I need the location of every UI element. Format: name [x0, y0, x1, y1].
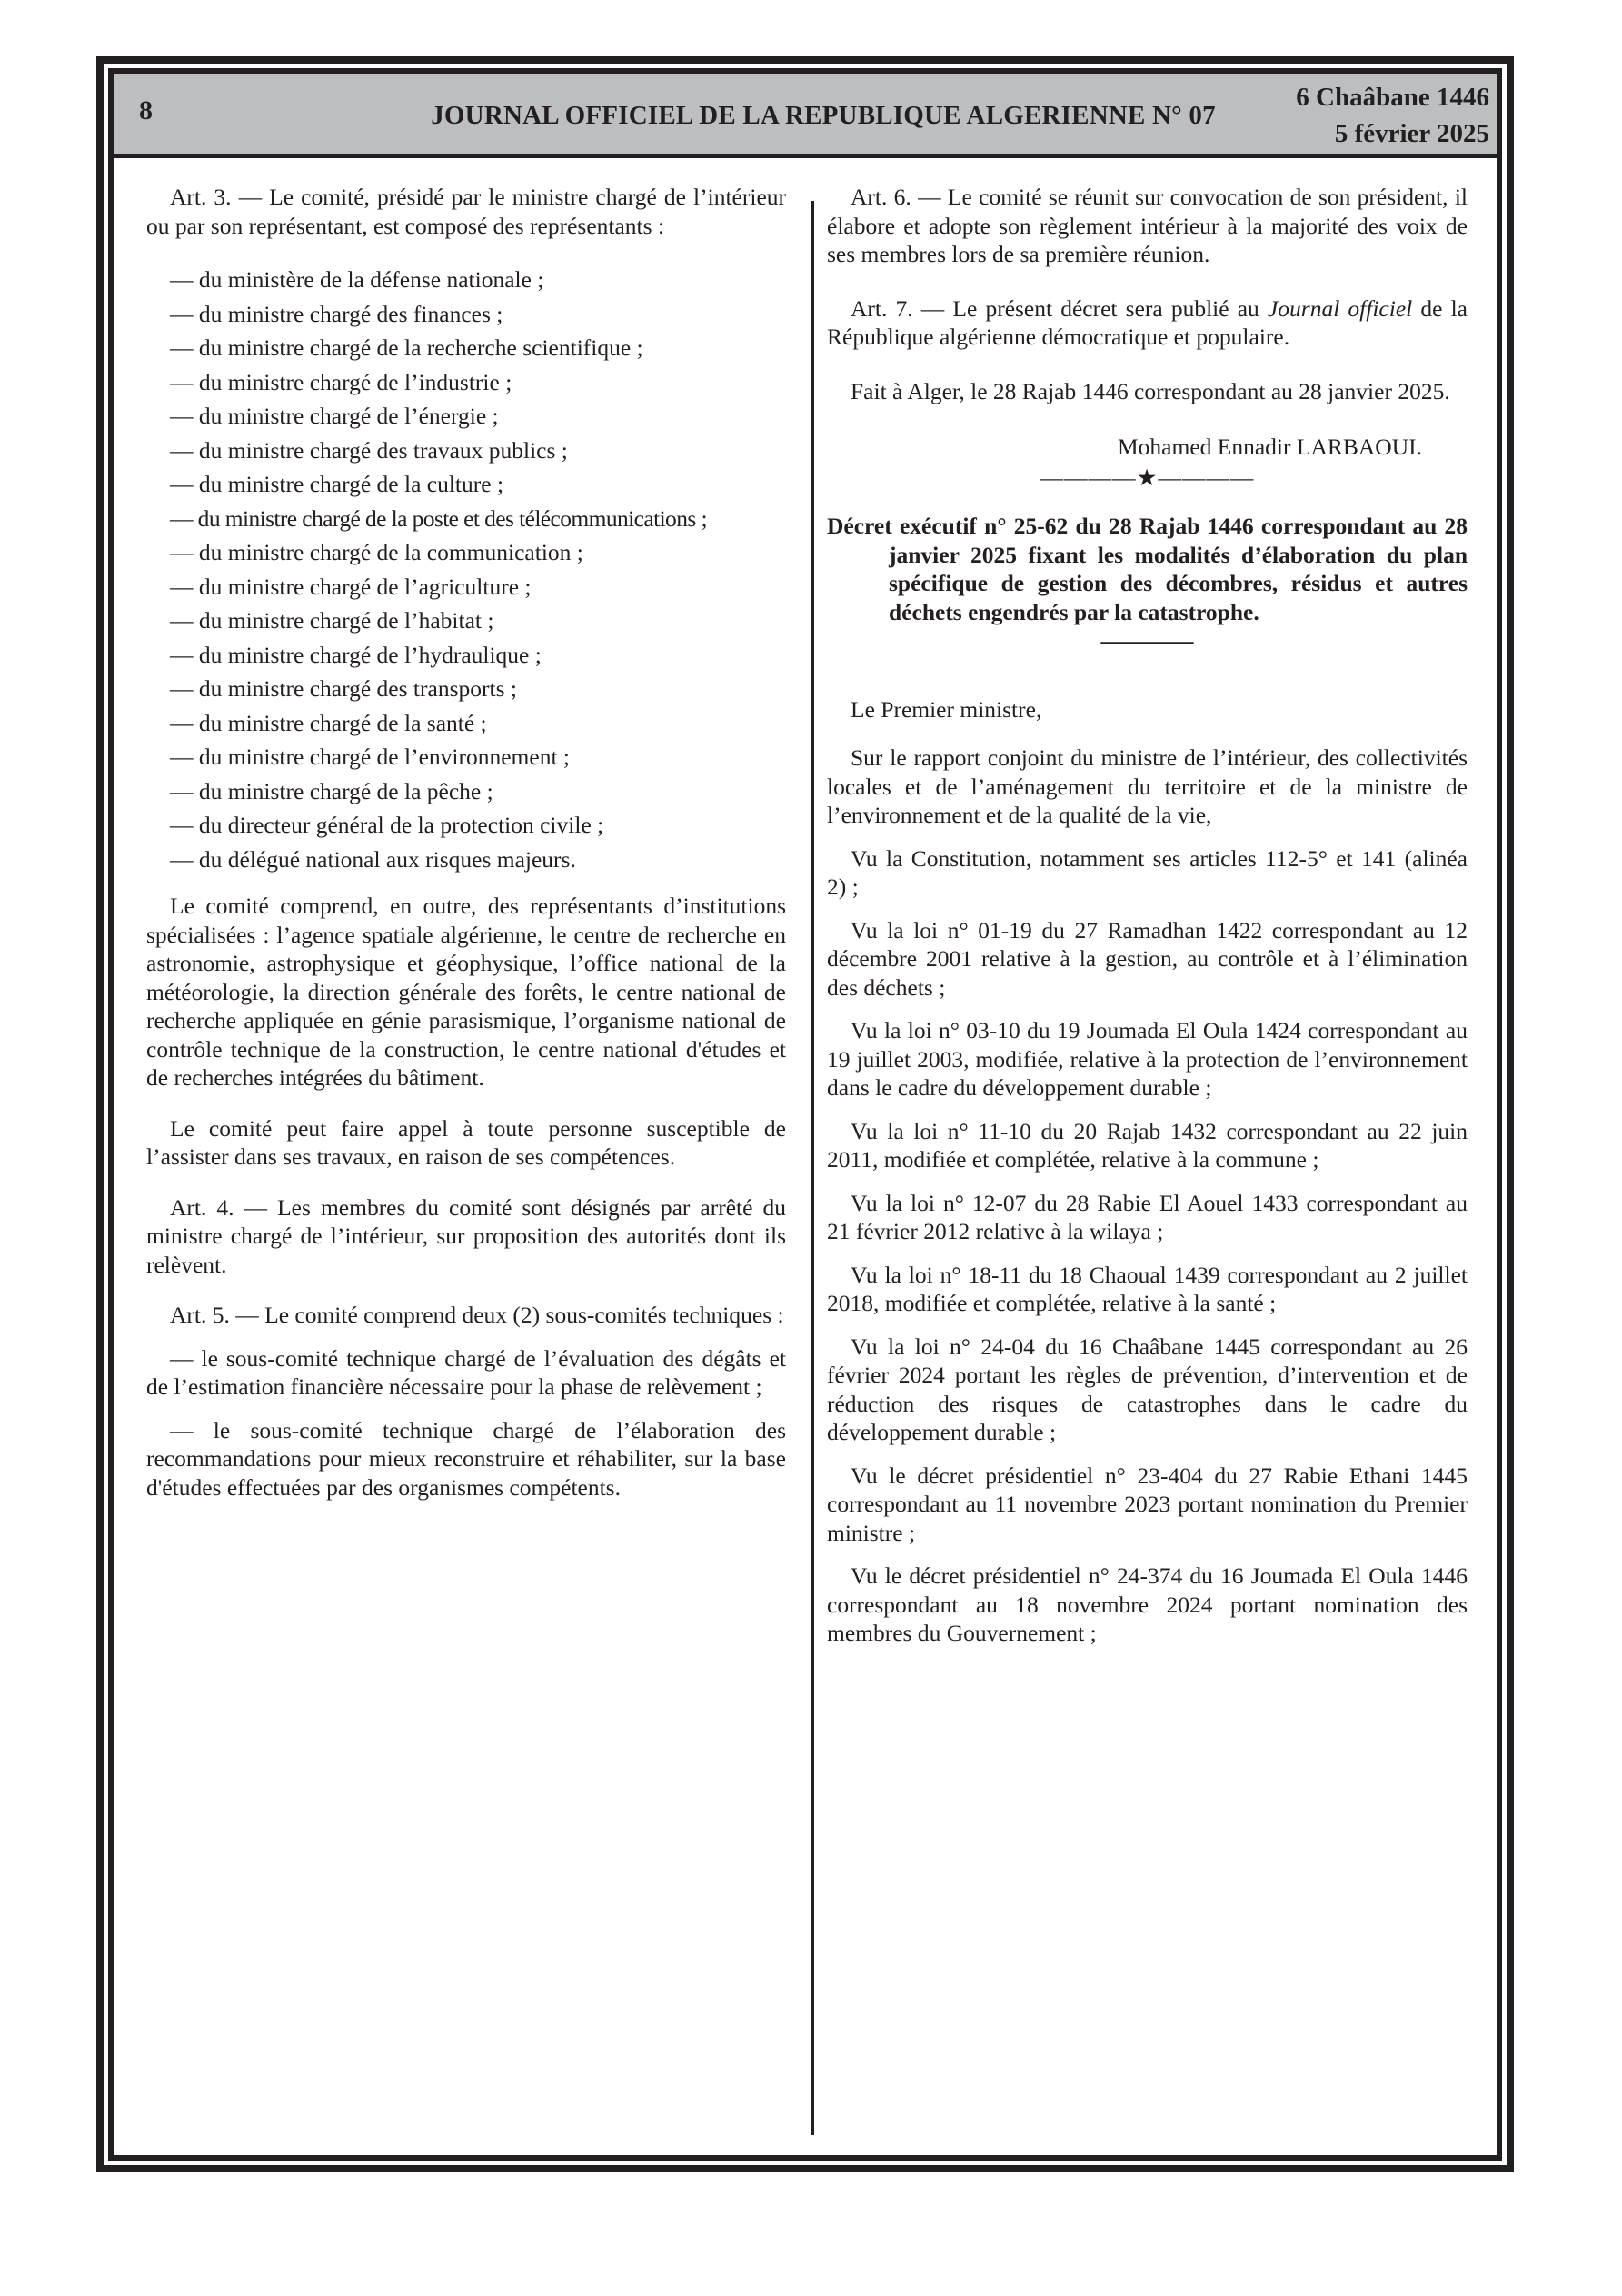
list-item: — du ministre chargé de l’hydraulique ; — [170, 641, 542, 668]
list-item: — du délégué national aux risques majeurs. — [170, 845, 576, 873]
list-item: — du ministère de la défense nationale ; — [170, 266, 544, 293]
signature: Mohamed Ennadir LARBAOUI. — [1118, 434, 1422, 460]
decree-title-rest: au 28 janvier 2025 fixant les modalités d’élaboration du plan spécifique de gestion des décombres, résidus et autres déchets engendrés par la catastrophe. — [889, 513, 1468, 625]
title-separator: ———— — [1100, 627, 1194, 654]
visa-item: Vu la Constitution, notamment ses articles 112-5° et 141 (alinéa 2) ; — [827, 844, 1468, 900]
experts-paragraph: Le comité peut faire appel à toute personne susceptible de l’assister dans ses travaux, en raison de ses compétences. — [146, 1114, 786, 1170]
article-3-intro: Art. 3. — Le comité, présidé par le ministre chargé de l’intérieur ou par son représentant, est composé des représentants : — [146, 184, 786, 239]
left-column — [146, 183, 786, 1502]
list-item: — du ministre chargé de la santé ; — [170, 709, 487, 736]
list-item: — du ministre chargé de la recherche scientifique ; — [170, 334, 643, 361]
list-item: — du ministre chargé de l’agriculture ; — [170, 573, 532, 600]
list-item: — du ministre chargé de l’industrie ; — [170, 368, 512, 395]
visa-item: Vu la loi n° 11-10 du 20 Rajab 1432 correspondant au 22 juin 2011, modifiée et complétée, relative à la commune ; — [827, 1117, 1468, 1173]
gregorian-date: 5 février 2025 — [1334, 119, 1489, 148]
list-item: — du ministre chargé de la pêche ; — [170, 777, 493, 804]
journal-title: JOURNAL OFFICIEL DE LA REPUBLIQUE ALGERIENNE N° 07 — [431, 101, 1216, 130]
article-4: Art. 4. — Les membres du comité sont désignés par arrêté du ministre chargé de l’intérieur, sur proposition des autorités dont ils relèvent. — [146, 1193, 786, 1278]
premier-ministre: Le Premier ministre, — [851, 695, 1042, 723]
list-item: — du directeur général de la protection civile ; — [170, 812, 604, 838]
list-item: — du ministre chargé de l’habitat ; — [170, 607, 494, 634]
list-item: — du ministre chargé des travaux publics ; — [170, 436, 568, 464]
visa-item: Vu la loi n° 01-19 du 27 Ramadhan 1422 correspondant au 12 décembre 2001 relative à la gestion, au contrôle et à l’élimination des déchets ; — [827, 916, 1468, 1001]
article-7 — [827, 294, 1468, 352]
article-6: Art. 6. — Le comité se réunit sur convocation de son président, il élabore et adopte son règlement intérieur à la majorité des voix de ses membres lors de sa première réunion. — [827, 184, 1468, 267]
visa-item: Vu le décret présidentiel n° 23-404 du 27 Rabie Ethani 1445 correspondant au 11 novembre 2023 portant nomination du Premier ministre ; — [827, 1462, 1468, 1546]
issue-dates — [1296, 79, 1489, 152]
subcommittee-item: — le sous-comité technique chargé de l’évaluation des dégâts et de l’estimation financière nécessaire pour la phase de relèvement ; — [146, 1344, 786, 1400]
list-item: — du ministre chargé des transports ; — [170, 675, 517, 702]
article-5-intro: Art. 5. — Le comité comprend deux (2) sous-comités techniques : — [170, 1302, 784, 1328]
visa-item: Vu la loi n° 03-10 du 19 Joumada El Oula 1424 correspondant au 19 juillet 2003, modifiée, relative à la protection de l’environnement dans le cadre du développement durable ; — [827, 1017, 1468, 1101]
page-inner-frame — [108, 68, 1502, 2161]
page-header — [114, 74, 1497, 158]
visa-item: Vu le décret présidentiel n° 24-374 du 16 Joumada El Oula 1446 correspondant au 18 novembre 2024 portant nomination des membres du Gouvernement ; — [827, 1562, 1468, 1646]
list-item: — du ministre chargé de l’environnement ; — [170, 744, 570, 770]
subcommittee-item: — le sous-comité technique chargé de l’élaboration des recommandations pour mieux reconstruire et réhabiliter, sur la base d'études effectuées par des organismes compétents. — [146, 1416, 786, 1501]
right-column — [827, 183, 1468, 1648]
visas-list — [827, 744, 1468, 1648]
article-7-text-end: de la République algérienne démocratique et populaire. — [827, 294, 1468, 350]
visa-item: Vu la loi n° 12-07 du 28 Rabie El Aouel 1433 correspondant au 21 février 2012 relative à la wilaya ; — [827, 1189, 1468, 1244]
list-item: — du ministre chargé de l’énergie ; — [170, 403, 499, 429]
star-separator: ————★———— — [1040, 464, 1255, 491]
page-frame — [96, 56, 1514, 2172]
journal-officiel-italic: Journal officiel — [1267, 294, 1413, 322]
visa-item: Sur le rapport conjoint du ministre de l’intérieur, des collectivités locales et de l’aménagement du territoire et de la ministre de l’environnement et de la qualité de la vie, — [827, 744, 1468, 828]
list-item: — du ministre chargé des finances ; — [170, 300, 503, 327]
list-item: — du ministre chargé de la poste et des télécommunications ; — [170, 504, 707, 532]
committee-members-list — [146, 265, 786, 873]
list-item: — du ministre chargé de la communication ; — [170, 539, 583, 565]
institutions-paragraph: Le comité comprend, en outre, des représentants d’institutions spécialisées : l’agence spatiale algérienne, le centre de recherche en astronomie, astrophysique et géophysique, l’office national de la météorologie, la direction générale des forêts, le centre national de recherche appliquée en génie parasismique, l’organisme national de contrôle technique de la construction, le centre national d'études et de recherches intégrées du bâtiment. — [146, 893, 786, 1091]
done-at-statement: Fait à Alger, le 28 Rajab 1446 correspondant au 28 janvier 2025. — [851, 377, 1450, 404]
page-number: 8 — [139, 95, 153, 125]
visa-item: Vu la loi n° 18-11 du 18 Chaoual 1439 correspondant au 2 juillet 2018, modifiée et complétée, relative à la santé ; — [827, 1261, 1468, 1316]
visa-item: Vu la loi n° 24-04 du 16 Chaâbane 1445 correspondant au 26 février 2024 portant les règles de prévention, d’intervention et de réduction des risques de catastrophes dans le cadre du développement durable ; — [827, 1333, 1468, 1445]
list-item: — du ministre chargé de la culture ; — [170, 471, 504, 497]
hijri-date: 6 Chaâbane 1446 — [1296, 83, 1489, 112]
decree-title — [827, 512, 1468, 626]
column-divider — [811, 201, 814, 2135]
decree-title-first-line: Décret exécutif n° 25-62 du 28 Rajab 1446 correspondant — [827, 513, 1406, 539]
article-7-text-start: Art. 7. — Le présent décret sera publié au — [851, 294, 1268, 322]
